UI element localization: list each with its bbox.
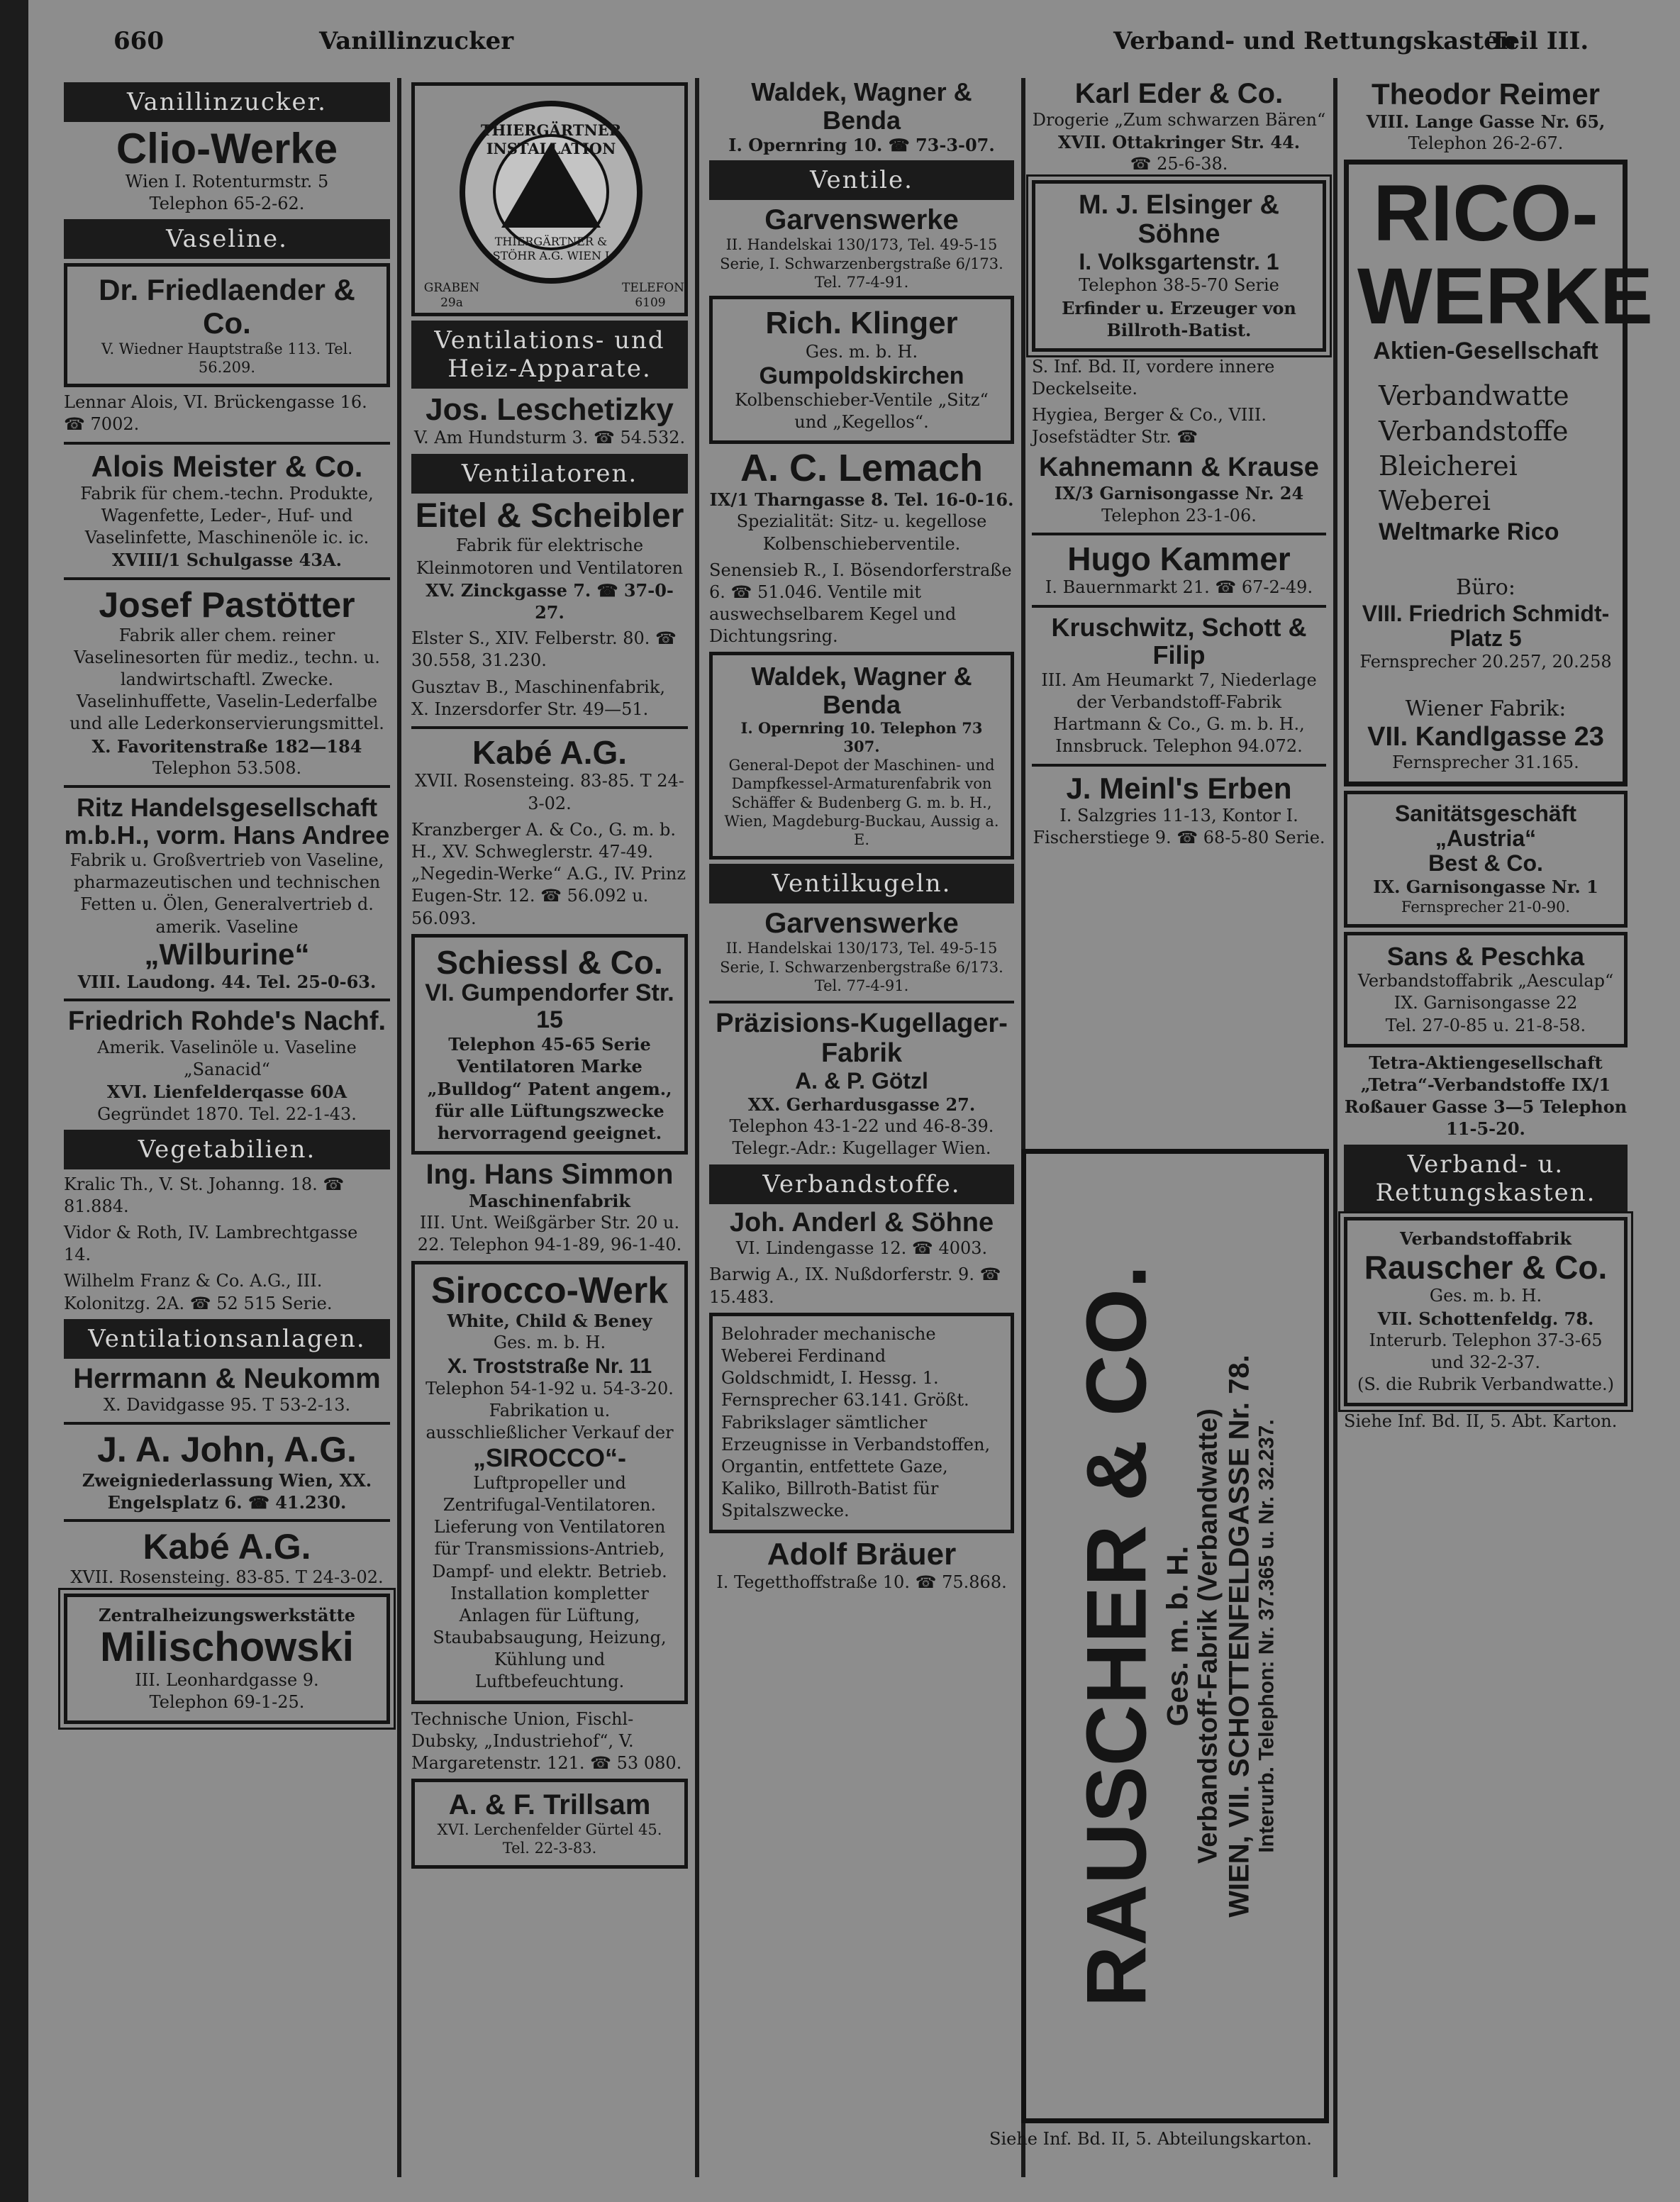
firm-address: XX. Gerhardusgasse 27. [747,1094,976,1115]
section-heading: Ventilkugeln. [709,864,1014,903]
firm-description: Maschinenfabrik [468,1191,631,1212]
ad-rohde [64,1007,390,1125]
divider [64,785,390,788]
firm-city: Gumpoldskirchen [759,362,964,389]
brand-name: „SIROCCO“- [473,1443,626,1473]
factory-phone: Fernsprecher 31.165. [1392,752,1579,773]
firm-name: Clio-Werke [116,125,338,172]
product-item: Weberei [1379,485,1491,517]
entry-gusztav: Gusztav B., Maschinenfabrik, X. Inzersdorfer Str. 49—51. [411,677,666,719]
firm-address: V. Wiedner Hauptstraße 113. Tel. 56.209. [101,340,353,376]
firm-phone: Telephon 69-1-25. [149,1691,305,1712]
firm-name: Adolf Bräuer [767,1536,957,1572]
firm-owners: A. & P. Götzl [795,1067,928,1094]
column-3 [709,78,1014,1594]
entry-wilhelm: Wilhelm Franz & Co. A.G., III. Kolonitzg. 2A. ☎ 52 515 Serie. [64,1271,333,1313]
ad-elsinger [1032,180,1326,352]
firm-phone: Telephon 23-1-06. [1101,505,1257,526]
ad-simmon [411,1159,688,1257]
firm-name: Herrmann & Neukomm [73,1362,381,1394]
firm-description: Luftpropeller und Zentrifugal-Ventilatoren. [443,1472,657,1515]
firm-established: Gegründet 1870. Tel. 22-1-43. [97,1103,357,1124]
brand-name: Weltmarke Rico [1379,518,1559,545]
column-1 [64,78,390,1728]
firm-name: Hugo Kammer [1067,540,1291,577]
firm-name: Josef Pastötter [99,584,355,625]
firm-description: Belohrader mechanische Weberei Ferdinand Goldschmidt, I. Hessg. 1. Fernsprecher 63.141. Größt. Fabrikslager sämtlicher Erzeugnisse in Verbandstoffen, Organtin, entfettete Gaze, Kaliko, Billroth-Batist für Spitalszwecke. [721,1323,991,1521]
firm-name: Ritz Handelsgesellschaft m.b.H., vorm. Hans Andree [64,792,390,850]
firm-address: IX. Garnisongasse 22 [1393,993,1578,1013]
divider [64,442,390,445]
firm-address: III. Unt. Weißgärber Str. 20 u. 22. Telephon 94-1-89, 96-1-40. [417,1213,682,1255]
firm-name: Waldek, Wagner & Benda [751,77,972,135]
firm-name: Kahnemann & Krause [1039,452,1319,482]
firm-address: XV. Zinckgasse 7. ☎ 37-0-27. [425,579,674,623]
section-heading: Verbandstoffe. [709,1164,1014,1204]
column-2 [411,78,688,1873]
firm-legal-form: Ges. m. b. H. [1160,1545,1194,1727]
firm-address: XVII. Rosensteing. 83-85. T 24-3-02. [415,771,684,813]
firm-name-line-1: RICO- [1373,168,1598,257]
entry-kranzberger: Kranzberger A. & Co., G. m. b. H., XV. Schweglerstr. 47-49. „Negedin-Werke“ A.G., IV. Prinz Eugen-Str. 12. ☎ 56.092 u. 56.093. [411,819,686,928]
entry-lennar: Lennar Alois, VI. Brückengasse 16. ☎ 7002. [64,392,367,435]
firm-legal-form: Ges. m. b. H. [805,341,918,362]
ad-rauscher-vertical [1021,1149,1329,2123]
firm-name: Präzisions-Kugellager-Fabrik [716,1008,1008,1068]
entry-see-reference: Siehe Inf. Bd. II, 5. Abt. Karton. [1344,1411,1618,1432]
firm-name: Sanitätsgeschäft „Austria“ [1394,800,1577,851]
firm-legal-form: Ges. m. b. H. [493,1333,606,1353]
brand-name: Billroth-Batist. [1106,319,1252,340]
firm-address: Zweigniederlassung Wien, XX. Engelsplatz 6. ☎ 41.230. [82,1470,372,1513]
ad-john [64,1430,390,1513]
brand-name: „Wilburine“ [144,937,310,971]
firm-name: Dr. Friedlaender & Co. [99,273,355,340]
firm-address: III. Leonhardgasse 9. [135,1669,319,1690]
firm-description: Erfinder u. Erzeuger von [1062,297,1296,318]
column-rule [1333,78,1337,2177]
ad-milischowski [64,1594,390,1724]
divider [64,1519,390,1522]
ad-pastoetter [64,586,390,779]
firm-address: VIII. Lange Gasse Nr. 65, [1366,111,1606,133]
firm-description: Kolbenschieber-Ventile „Sitz“ und „Kegellos“. [735,390,989,433]
firm-address: Wien I. Rotenturmstr. 5 [125,172,329,191]
entry-see-reference: S. Inf. Bd. II, vordere innere Deckelseite. [1032,356,1275,399]
firm-address: XVIII/1 Schulgasse 43A. [111,550,343,571]
factory-label: Wiener Fabrik: [1405,696,1567,721]
section-heading: Ventilatoren. [411,454,688,494]
header-part: Teil III. [1489,27,1589,55]
firm-name: Kabé A.G. [143,1527,311,1567]
firm-name: Jos. Leschetizky [425,392,674,427]
divider [64,577,390,580]
entry-elster: Elster S., XIV. Felberstr. 80. ☎ 30.558, 31.230. [411,628,677,671]
firm-tagline: Zentralheizungswerkstätte [98,1604,356,1625]
firm-description: Verbandstoff-Fabrik (Verbandwatte) [1193,1408,1223,1864]
ad-garvenswerke-1 [709,204,1014,291]
ad-lemach [709,448,1014,555]
ad-clio-werke [64,126,390,215]
ad-meinl [1032,772,1326,850]
firm-description: Fabrik für elektrische Kleinmotoren und Ventilatoren [416,535,684,578]
page-number: 660 [113,27,164,55]
office-address: VIII. Friedrich Schmidt-Platz 5 [1362,601,1610,652]
firm-name: Theodor Reimer [1371,77,1601,111]
section-heading: Ventilationsanlagen. [64,1319,390,1359]
firm-name: Alois Meister & Co. [91,449,363,483]
firm-address: II. Handelskai 130/173, Tel. 49-5-15 Serie, I. Schwarzenbergstraße 6/173. Tel. 77-4-91. [720,236,1003,291]
factory-address: VII. Kandlgasse 23 [1367,721,1604,752]
firm-description: Fabrik für chem.-techn. Produkte, Wagenfette, Leder-, Huf- und Vaselinfette, Maschinenöle ic. ic. [80,483,374,548]
firm-address: IX/3 Garnisongasse Nr. 24 [1054,483,1304,504]
product-item: Verbandstoffe [1379,415,1569,447]
entry-technische-union: Technische Union, Fischl-Dubsky, „Industriehof“, V. Margaretenstr. 121. ☎ 53 080. [411,1708,682,1774]
firm-address: X. Davidgasse 95. T 53-2-13. [103,1394,351,1415]
divider [411,726,688,729]
firm-tagline: Verbandstoffabrik [1400,1228,1571,1249]
firm-phone: Telephon 65-2-62. [149,194,305,214]
firm-address: XVII. Rosensteing. 83-85. T 24-3-02. [70,1567,384,1588]
firm-address: WIEN, VII. SCHOTTENFELDGASSE Nr. 78. [1223,1355,1255,1918]
firm-address: VIII. Laudong. 44. Tel. 25-0-63. [77,972,377,992]
firm-legal-form: Aktien-Gesellschaft [1373,337,1598,365]
ad-kruschwitz [1032,613,1326,758]
ad-klinger [709,296,1014,444]
firm-name: RAUSCHER & CO. [1069,1264,1164,2008]
ad-waldek-1 [709,78,1014,156]
ad-belohrader [709,1313,1014,1533]
ad-garvenswerke-2 [709,908,1014,995]
firm-address: IX/1 Tharngasse 8. Tel. 16-0-16. [709,489,1014,511]
firm-address: X. Favoritenstraße 182—184 [91,735,362,757]
logo-ring-text: THIERGÄRTNER INSTALLATION [480,121,622,158]
ad-eder [1032,78,1326,176]
firm-name: Schiessl & Co. [436,943,663,981]
ad-anderl [709,1208,1014,1260]
firm-phone: ☎ 25-6-38. [1130,154,1228,174]
firm-name: Kruschwitz, Schott & Filip [1051,612,1307,670]
divider [1032,764,1326,767]
firm-name: Kabé A.G. [472,733,628,771]
section-heading: Vanillinzucker. [64,82,390,122]
firm-description: Fabrik aller chem. reiner Vaselinesorten für mediz., techn. u. landwirtschaftl. Zwecke. Vaselinhuffette, Vaselin-Lederfalbe und alle Lederkonservierungsmittel. [69,625,384,734]
office-label: Büro: [1456,575,1515,601]
column-5 [1344,77,1653,1437]
entry-see-reference: Siehe Inf. Bd. II, 5. Abteilungskarton. [989,2129,1312,2149]
firm-name-line-2: WERKE [1357,252,1653,341]
ad-waldek-2 [709,652,1014,860]
ad-goetzl [709,1009,1014,1160]
office-phone: Fernsprecher 20.257, 20.258 [1359,652,1612,672]
entry-tetra: Tetra-Aktiengesellschaft „Tetra“-Verbandstoffe IX/1 Roßauer Gasse 3—5 Telephon 11-5-20. [1344,1052,1628,1140]
column-4 [1032,78,1326,849]
firm-address: XVI. Lienfelderqasse 60A [106,1081,347,1103]
ad-rico-werke [1344,160,1653,786]
firm-legal-form: Ges. m. b. H. [1429,1286,1542,1306]
firm-owners: White, Child & Beney [447,1311,652,1332]
ad-sans-peschka [1344,932,1628,1047]
firm-address: V. Am Hundsturm 3. ☎ 54.532. [413,428,686,448]
divider [1032,533,1326,535]
firm-name: J. Meinl's Erben [1066,771,1292,805]
firm-address: II. Handelskai 130/173, Tel. 49-5-15 Serie, I. Schwarzenbergstraße 6/173. Tel. 77-4-91. [720,940,1003,994]
firm-address: VI. Gumpendorfer Str. 15 [425,979,674,1033]
ad-braeuer [709,1537,1014,1594]
firm-phone: Interurb. Telephon 37-3-65 und 32-2-37. [1369,1330,1603,1372]
firm-description: Ventilatoren Marke „Bulldog“ Patent angem., für alle Lüftungszwecke hervorragend geeignet. [427,1056,672,1143]
logo-left-text: GRABEN 29a [423,281,480,311]
ad-trillsam [411,1779,688,1869]
firm-address: I. Opernring 10. Telephon 73 307. [740,718,983,755]
firm-phone: Telephon 45-65 Serie [448,1034,651,1055]
firm-phone: Telephon 43-1-22 und 46-8-39. Telegr.-Adr.: Kugellager Wien. [729,1116,994,1159]
firm-description: Lieferung von Ventilatoren für Transmissions-Antrieb, Dampf- und elektr. Betrieb. Installation kompletter Anlagen für Lüftung, Staubabsaugung, Heizung, Kühlung und Luftbefeuchtung. [432,1517,667,1692]
section-heading: Vaseline. [64,219,390,259]
firm-description: General-Depot der Maschinen- und Dampfkessel-Armaturenfabrik von Schäffer & Budenberg G. m. b. H., Wien, Magdeburg-Buckau, Aussig a. E. [724,757,999,849]
entry-kralic: Kralic Th., V. St. Johanng. 18. ☎ 81.884. [64,1174,345,1216]
ad-schiessl [411,934,688,1155]
firm-description: Amerik. Vaselinöle u. Vaseline „Sanacid“ [97,1037,357,1080]
firm-address: VII. Schottenfeldg. 78. [1377,1308,1594,1329]
divider [64,999,390,1001]
firm-name: M. J. Elsinger & Söhne [1079,189,1279,250]
entry-senensieb: Senensieb R., I. Bösendorferstraße 6. ☎ 51.046. Ventile mit auswechselbarem Kegel und Dichtungsring. [709,560,1012,647]
ad-leschetizky [411,393,688,450]
entry-vidor: Vidor & Roth, IV. Lambrechtgasse 14. [64,1223,358,1265]
firm-address: I. Salzgries 11-13, Kontor I. Fischerstiege 9. ☎ 68-5-80 Serie. [1033,805,1325,847]
ad-austria [1344,791,1628,928]
divider [64,1422,390,1425]
section-heading: Ventilations- und Heiz-Apparate. [411,321,688,389]
firm-name: Garvenswerke [764,908,959,940]
firm-name: Waldek, Wagner & Benda [751,662,972,720]
firm-description: Fabrikation u. ausschließlicher Verkauf der [425,1400,674,1442]
firm-address: IX. Garnisongasse Nr. 1 [1373,877,1598,898]
entry-barwig: Barwig A., IX. Nußdorferstr. 9. ☎ 15.483. [709,1264,1001,1307]
ad-rauscher [1344,1217,1628,1407]
header-right-title: Verband- und Rettungskasten [1113,27,1517,55]
product-item: Bleicherei [1379,450,1518,482]
firm-phone: Telephon 26-2-67. [1408,133,1564,154]
firm-name: Eitel & Scheibler [415,496,684,535]
firm-address: I. Bauernmarkt 21. ☎ 67-2-49. [1045,577,1313,598]
ad-kabe [411,735,688,815]
ad-friedlaender [64,263,390,387]
firm-description: Fabrik u. Großvertrieb von Vaseline, pharmazeutischen und technischen Fetten u. Ölen, Generalvertrieb d. amerik. Vaseline [69,850,384,937]
vertical-ad-content [1069,1264,1279,2008]
product-item: Verbandwatte [1379,380,1569,412]
firm-address: I. Opernring 10. ☎ 73-3-07. [728,135,995,156]
firm-address: I. Volksgartenstr. 1 [1079,249,1279,275]
ad-sirocco [411,1261,688,1704]
ad-reimer [1344,78,1628,155]
firm-address: VI. Lindengasse 12. ☎ 4003. [735,1238,988,1259]
binding-edge [0,0,28,2202]
firm-name: Karl Eder & Co. [1074,78,1284,109]
divider [709,1001,1014,1003]
firm-name: J. A. John, A.G. [97,1430,357,1470]
ad-thiergaertner [411,82,688,316]
entry-hygiea: Hygiea, Berger & Co., VIII. Josefstädter Str. ☎ [1032,405,1267,447]
firm-phone: Telephon 54-1-92 u. 54-3-20. [425,1378,674,1399]
section-heading: Vegetabilien. [64,1130,390,1169]
logo-inner-text: THIERGÄRTNER & STÖHR A.G. WIEN I [492,235,610,262]
firm-description: Drogerie „Zum schwarzen Bären“ [1032,110,1326,130]
ad-meister [64,450,390,572]
firm-name: Joh. Anderl & Söhne [729,1207,994,1238]
firm-note: (S. die Rubrik Verbandwatte.) [1357,1374,1614,1395]
logo-right-text: TELEFON 6109 [622,281,685,311]
section-heading: Verband- u. Rettungskasten. [1344,1145,1628,1213]
firm-phone: Telephon 53.508. [152,757,302,778]
firm-address: I. Tegetthoffstraße 10. ☎ 75.868. [716,1572,1007,1592]
firm-description: III. Am Heumarkt 7, Niederlage der Verbandstoff-Fabrik Hartmann & Co., G. m. b. H., Innsbruck. Telephon 94.072. [1041,669,1317,757]
ad-herrmann [64,1363,390,1416]
firm-name: Sans & Peschka [1386,941,1585,971]
firm-address: XVII. Ottakringer Str. 44. [1057,132,1301,153]
firm-phone: Interurb. Telephon: Nr. 37.365 u. Nr. 32.237. [1255,1419,1279,1853]
header-left-title: Vanillinzucker [319,27,514,55]
firm-name: Sirocco-Werk [430,1269,669,1311]
page-header [113,27,1638,62]
firm-phone: Tel. 27-0-85 u. 21-8-58. [1385,1015,1586,1035]
firm-description: Verbandstoffabrik „Aesculap“ [1357,971,1614,991]
ad-kammer [1032,541,1326,599]
firm-description: Spezialität: Sitz- u. kegellose Kolbenschieberventile. [736,511,987,554]
firm-name: Friedrich Rohde's Nachf. [67,1006,386,1037]
firm-name: Milischowski [100,1623,354,1670]
firm-address: XVI. Lerchenfelder Gürtel 45. Tel. 22-3-83. [437,1821,662,1857]
firm-owners: Best & Co. [1428,850,1543,877]
column-rule [397,78,401,2177]
firm-name: Ing. Hans Simmon [425,1159,674,1191]
ad-ritz [64,794,390,993]
section-heading: Ventile. [709,160,1014,200]
product-list [1357,379,1614,545]
firm-name: Rauscher & Co. [1364,1248,1608,1286]
firm-name: Rich. Klinger [765,306,958,341]
divider [1032,605,1326,608]
firm-name: A. C. Lemach [740,447,984,490]
ad-eitel [411,498,688,624]
firm-name: A. & F. Trillsam [448,1789,651,1821]
ad-kahnemann [1032,453,1326,527]
firm-phone: Telephon 38-5-70 Serie [1079,275,1279,296]
column-rule [695,78,699,2177]
firm-name: Garvenswerke [764,204,959,236]
firm-address: X. Troststraße Nr. 11 [447,1354,652,1378]
firm-phone: Fernsprecher 21-0-90. [1401,899,1571,916]
ad-kabe [64,1528,390,1589]
